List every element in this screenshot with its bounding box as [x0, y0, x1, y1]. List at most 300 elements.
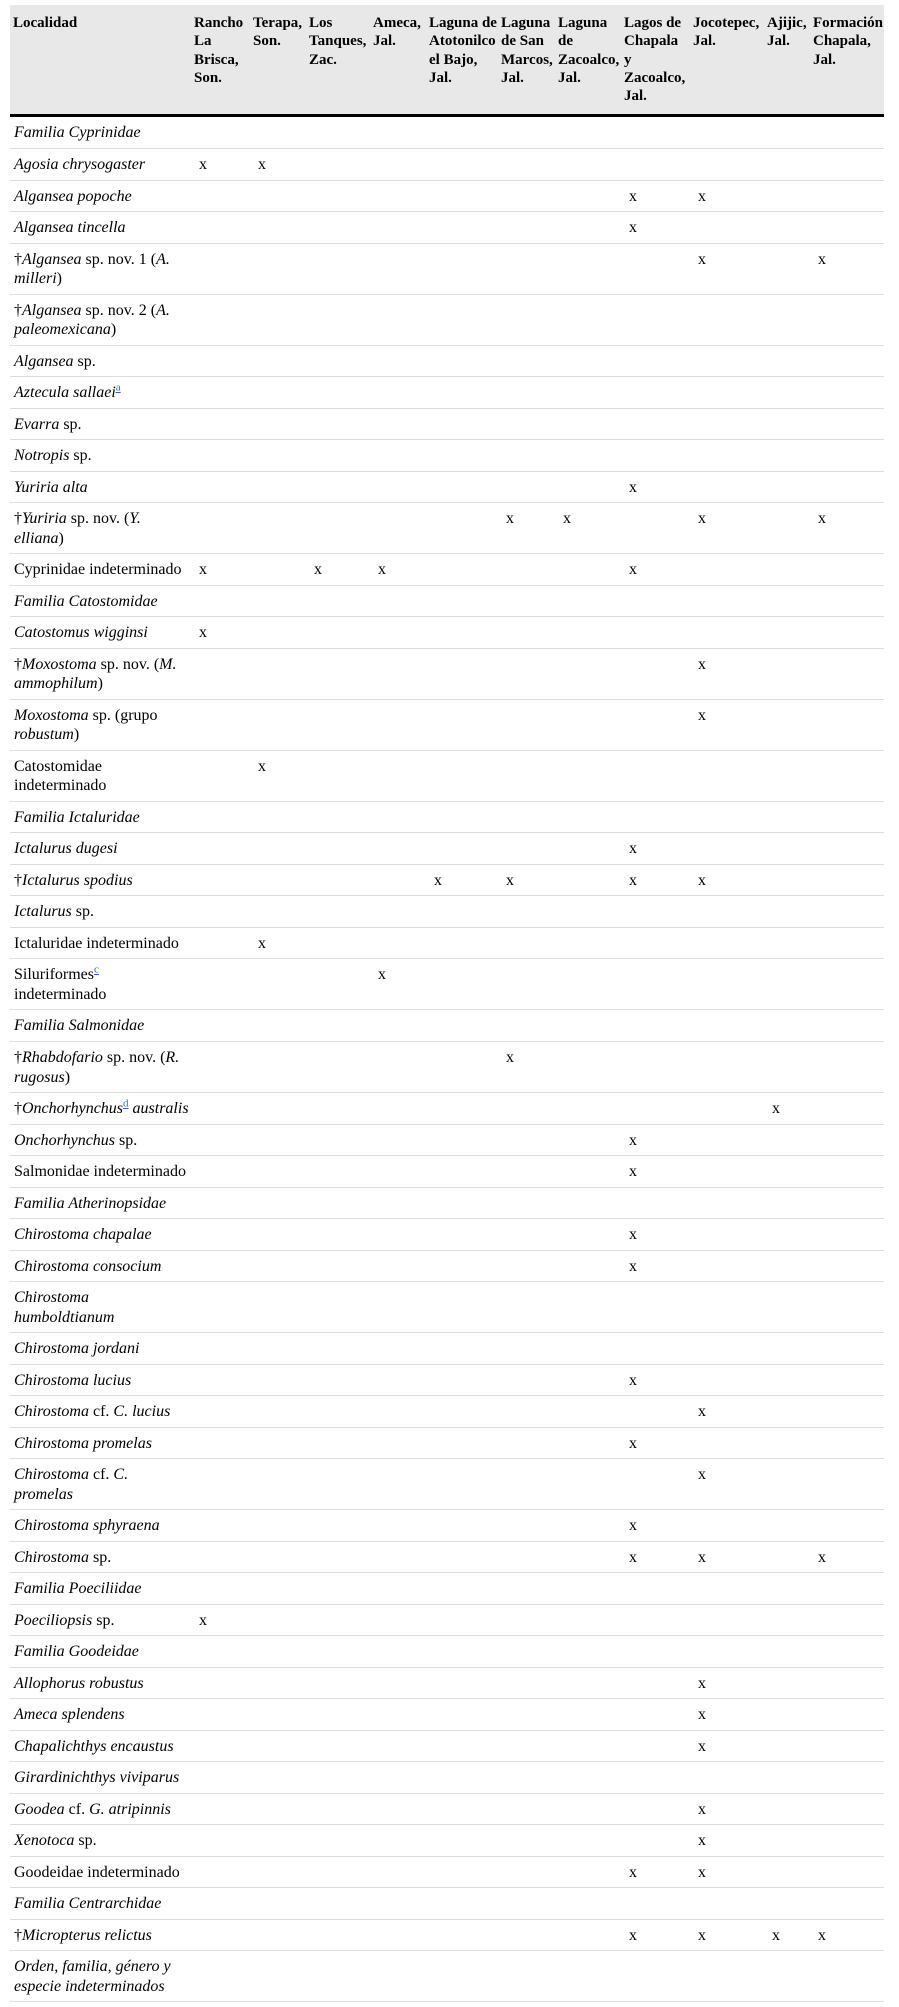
- presence-mark: [764, 1699, 810, 1731]
- presence-mark: [810, 554, 884, 586]
- presence-mark: [810, 149, 884, 181]
- presence-mark: x: [690, 1699, 764, 1731]
- presence-mark: [555, 833, 621, 865]
- table-row: [10, 471, 884, 503]
- presence-mark: [250, 1762, 306, 1794]
- column-header: Lagos de Chapala y Zacoalco, Jal.: [621, 5, 690, 116]
- presence-mark: [498, 471, 555, 503]
- taxon-name: Goodea cf. G. atripinnis: [10, 1793, 191, 1825]
- column-header: Laguna de Atotonilco el Bajo, Jal.: [426, 5, 498, 116]
- presence-mark: [426, 1250, 498, 1282]
- presence-mark: [370, 503, 426, 554]
- taxon-name: Familia Catostomidae: [10, 585, 191, 617]
- presence-mark: [690, 440, 764, 472]
- presence-mark: [621, 1636, 690, 1668]
- presence-mark: [370, 1573, 426, 1605]
- presence-mark: [764, 896, 810, 928]
- presence-mark: [306, 959, 370, 1010]
- presence-mark: [555, 1604, 621, 1636]
- presence-mark: [370, 212, 426, 244]
- presence-mark: [810, 648, 884, 699]
- presence-mark: [810, 699, 884, 750]
- column-header: Ameca, Jal.: [370, 5, 426, 116]
- presence-mark: [690, 1762, 764, 1794]
- presence-mark: [306, 1604, 370, 1636]
- presence-mark: [621, 408, 690, 440]
- presence-mark: [306, 1856, 370, 1888]
- presence-mark: x: [370, 959, 426, 1010]
- presence-mark: [555, 1730, 621, 1762]
- presence-mark: [621, 617, 690, 649]
- presence-mark: [690, 408, 764, 440]
- footnote-link[interactable]: d: [123, 1097, 129, 1110]
- presence-mark: [426, 617, 498, 649]
- presence-mark: [370, 149, 426, 181]
- presence-mark: x: [498, 864, 555, 896]
- presence-mark: [306, 801, 370, 833]
- taxon-name: Chirostoma lucius: [10, 1364, 191, 1396]
- presence-mark: x: [621, 864, 690, 896]
- presence-mark: [191, 212, 250, 244]
- table-row: [10, 1250, 884, 1282]
- presence-mark: [621, 585, 690, 617]
- presence-mark: [250, 212, 306, 244]
- presence-mark: [250, 1730, 306, 1762]
- presence-mark: [555, 1825, 621, 1857]
- presence-mark: x: [621, 1156, 690, 1188]
- presence-mark: [498, 243, 555, 294]
- presence-mark: [370, 345, 426, 377]
- presence-mark: [555, 1541, 621, 1573]
- presence-mark: [810, 959, 884, 1010]
- taxon-name: Chirostoma consocium: [10, 1250, 191, 1282]
- presence-mark: [690, 585, 764, 617]
- taxon-name: Ictalurus dugesi: [10, 833, 191, 865]
- presence-mark: [555, 1041, 621, 1092]
- taxon-name: Aztecula sallaei$^a$: [10, 377, 191, 409]
- presence-mark: [621, 927, 690, 959]
- table-row: [10, 243, 884, 294]
- taxon-name: Familia Cyprinidae: [10, 116, 191, 149]
- presence-mark: [764, 554, 810, 586]
- presence-mark: [498, 1250, 555, 1282]
- presence-mark: [370, 1919, 426, 1951]
- presence-mark: [191, 1010, 250, 1042]
- presence-mark: [555, 408, 621, 440]
- presence-mark: [426, 503, 498, 554]
- presence-mark: [426, 801, 498, 833]
- presence-mark: [191, 1762, 250, 1794]
- presence-mark: [498, 212, 555, 244]
- presence-mark: [555, 180, 621, 212]
- column-header: Los Tanques, Zac.: [306, 5, 370, 116]
- presence-mark: [426, 1951, 498, 2002]
- presence-mark: [621, 959, 690, 1010]
- taxon-name: Chirostoma chapalae: [10, 1219, 191, 1251]
- presence-mark: [498, 1427, 555, 1459]
- presence-mark: x: [690, 864, 764, 896]
- presence-mark: [764, 116, 810, 149]
- taxon-name: †Moxostoma sp. nov. (M. ammophilum): [10, 648, 191, 699]
- taxon-name: Familia Atherinopsidae: [10, 1187, 191, 1219]
- presence-mark: [690, 1093, 764, 1125]
- presence-mark: [306, 1427, 370, 1459]
- presence-mark: [426, 243, 498, 294]
- presence-mark: [555, 1459, 621, 1510]
- presence-mark: [306, 1364, 370, 1396]
- presence-mark: [306, 699, 370, 750]
- presence-mark: [250, 1156, 306, 1188]
- presence-mark: [250, 408, 306, 440]
- table-row: [10, 1041, 884, 1092]
- table-row: [10, 1573, 884, 1605]
- presence-mark: [810, 585, 884, 617]
- presence-mark: [690, 1636, 764, 1668]
- presence-mark: x: [690, 1919, 764, 1951]
- presence-mark: [764, 1282, 810, 1333]
- presence-mark: [690, 149, 764, 181]
- presence-mark: [555, 377, 621, 409]
- presence-mark: [498, 1573, 555, 1605]
- footnote-link[interactable]: c: [94, 964, 99, 977]
- presence-mark: [370, 648, 426, 699]
- presence-mark: [498, 648, 555, 699]
- presence-mark: [764, 1951, 810, 2002]
- taxon-name: Chirostoma jordani: [10, 1333, 191, 1365]
- presence-mark: [370, 1124, 426, 1156]
- presence-mark: [498, 801, 555, 833]
- presence-mark: [690, 750, 764, 801]
- presence-mark: [191, 377, 250, 409]
- taxon-name: Yuriria alta: [10, 471, 191, 503]
- presence-mark: [250, 1333, 306, 1365]
- presence-mark: [764, 440, 810, 472]
- presence-mark: [555, 1636, 621, 1668]
- presence-mark: [426, 1793, 498, 1825]
- presence-mark: [370, 377, 426, 409]
- presence-mark: [426, 833, 498, 865]
- presence-mark: [498, 927, 555, 959]
- presence-mark: [426, 1093, 498, 1125]
- presence-mark: [690, 1573, 764, 1605]
- presence-mark: x: [250, 149, 306, 181]
- taxon-name: Poeciliopsis sp.: [10, 1604, 191, 1636]
- presence-mark: [810, 1093, 884, 1125]
- presence-mark: [370, 1510, 426, 1542]
- taxon-name: Chirostoma cf. C. lucius: [10, 1396, 191, 1428]
- column-header: Jocotepec, Jal.: [690, 5, 764, 116]
- presence-mark: [306, 212, 370, 244]
- presence-mark: [426, 1156, 498, 1188]
- taxon-name: †Yuriria sp. nov. (Y. elliana): [10, 503, 191, 554]
- presence-mark: [810, 1510, 884, 1542]
- taxon-name: Ameca splendens: [10, 1699, 191, 1731]
- presence-mark: [370, 1427, 426, 1459]
- presence-mark: [191, 1156, 250, 1188]
- table-row: [10, 1762, 884, 1794]
- presence-mark: [370, 1856, 426, 1888]
- presence-mark: [555, 959, 621, 1010]
- presence-mark: [810, 1156, 884, 1188]
- presence-mark: [621, 243, 690, 294]
- presence-mark: [621, 377, 690, 409]
- taxon-name: Cyprinidae indeterminado: [10, 554, 191, 586]
- presence-mark: [555, 585, 621, 617]
- presence-mark: x: [690, 1730, 764, 1762]
- presence-mark: x: [306, 554, 370, 586]
- presence-mark: [426, 440, 498, 472]
- table-row: [10, 927, 884, 959]
- table-row: [10, 1364, 884, 1396]
- presence-mark: [306, 1396, 370, 1428]
- presence-mark: [764, 801, 810, 833]
- table-row: [10, 1667, 884, 1699]
- presence-mark: [810, 440, 884, 472]
- presence-mark: [250, 503, 306, 554]
- presence-mark: [191, 1667, 250, 1699]
- presence-mark: [426, 345, 498, 377]
- presence-mark: [498, 1219, 555, 1251]
- presence-mark: [498, 1364, 555, 1396]
- presence-mark: [250, 1510, 306, 1542]
- footnote-link[interactable]: a: [115, 381, 121, 394]
- taxon-name: Evarra sp.: [10, 408, 191, 440]
- presence-mark: [690, 927, 764, 959]
- presence-mark: [498, 1888, 555, 1920]
- table-row: [10, 116, 884, 149]
- presence-mark: [191, 1825, 250, 1857]
- presence-mark: [250, 585, 306, 617]
- table-row: [10, 1282, 884, 1333]
- presence-mark: [764, 149, 810, 181]
- table-row: [10, 1825, 884, 1857]
- table-row: [10, 864, 884, 896]
- presence-mark: [426, 1699, 498, 1731]
- presence-mark: [498, 554, 555, 586]
- table-row: [10, 1699, 884, 1731]
- presence-mark: [810, 1856, 884, 1888]
- taxon-name: Chirostoma humboldtianum: [10, 1282, 191, 1333]
- presence-mark: [810, 1250, 884, 1282]
- presence-mark: [810, 1219, 884, 1251]
- presence-mark: [191, 1951, 250, 2002]
- presence-mark: [555, 750, 621, 801]
- taxon-name: Salmonidae indeterminado: [10, 1156, 191, 1188]
- taxon-name: Moxostoma sp. (grupo robustum): [10, 699, 191, 750]
- presence-mark: [250, 1459, 306, 1510]
- presence-mark: [555, 554, 621, 586]
- table-row: [10, 959, 884, 1010]
- presence-mark: [250, 243, 306, 294]
- taxon-name: Xenotoca sp.: [10, 1825, 191, 1857]
- presence-mark: [426, 1541, 498, 1573]
- presence-mark: [621, 1667, 690, 1699]
- presence-mark: x: [690, 1667, 764, 1699]
- presence-mark: [690, 896, 764, 928]
- presence-mark: [250, 1219, 306, 1251]
- table-row: [10, 1604, 884, 1636]
- presence-mark: [498, 294, 555, 345]
- presence-mark: [555, 1699, 621, 1731]
- table-row: [10, 1427, 884, 1459]
- presence-mark: [764, 1124, 810, 1156]
- presence-mark: [690, 116, 764, 149]
- presence-mark: [498, 1919, 555, 1951]
- presence-mark: [191, 896, 250, 928]
- presence-mark: [370, 927, 426, 959]
- presence-mark: [810, 1459, 884, 1510]
- presence-mark: [426, 212, 498, 244]
- presence-mark: [621, 896, 690, 928]
- presence-mark: x: [621, 471, 690, 503]
- presence-mark: [370, 1156, 426, 1188]
- presence-mark: [426, 1282, 498, 1333]
- presence-mark: [810, 1333, 884, 1365]
- presence-mark: x: [764, 1919, 810, 1951]
- taxon-name: Onchorhynchus sp.: [10, 1124, 191, 1156]
- presence-mark: [370, 617, 426, 649]
- presence-mark: [250, 1667, 306, 1699]
- presence-mark: x: [621, 1219, 690, 1251]
- presence-mark: [498, 1793, 555, 1825]
- presence-mark: [306, 1010, 370, 1042]
- table-row: [10, 1793, 884, 1825]
- presence-mark: [764, 1250, 810, 1282]
- presence-mark: [250, 1825, 306, 1857]
- presence-mark: [764, 345, 810, 377]
- presence-mark: [555, 1093, 621, 1125]
- presence-mark: [426, 1041, 498, 1092]
- presence-mark: x: [250, 927, 306, 959]
- presence-mark: [621, 1010, 690, 1042]
- taxon-name: Allophorus robustus: [10, 1667, 191, 1699]
- presence-mark: [690, 1364, 764, 1396]
- presence-mark: [306, 471, 370, 503]
- presence-mark: [250, 377, 306, 409]
- presence-mark: [690, 1333, 764, 1365]
- column-header: Terapa, Son.: [250, 5, 306, 116]
- presence-mark: [306, 1541, 370, 1573]
- presence-mark: [306, 1793, 370, 1825]
- taxon-name: †Onchorhynchus$^d$ australis: [10, 1093, 191, 1125]
- taxon-name: Catostomidae indeterminado: [10, 750, 191, 801]
- presence-mark: [810, 896, 884, 928]
- presence-mark: [370, 1396, 426, 1428]
- presence-mark: [555, 1667, 621, 1699]
- presence-mark: [621, 1762, 690, 1794]
- table-row: [10, 1010, 884, 1042]
- presence-mark: [191, 833, 250, 865]
- presence-mark: [764, 408, 810, 440]
- presence-mark: [764, 1041, 810, 1092]
- presence-mark: [621, 345, 690, 377]
- taxon-name: †Algansea sp. nov. 1 (A. milleri): [10, 243, 191, 294]
- presence-mark: [498, 408, 555, 440]
- header-row: [10, 5, 884, 116]
- presence-mark: [250, 801, 306, 833]
- presence-mark: [810, 212, 884, 244]
- presence-mark: [370, 585, 426, 617]
- taxon-name: Chirostoma sp.: [10, 1541, 191, 1573]
- presence-mark: [498, 1636, 555, 1668]
- presence-mark: [555, 1156, 621, 1188]
- presence-mark: [621, 1187, 690, 1219]
- presence-mark: [250, 896, 306, 928]
- presence-mark: [690, 1250, 764, 1282]
- presence-mark: [250, 471, 306, 503]
- presence-mark: [191, 180, 250, 212]
- presence-mark: [191, 1573, 250, 1605]
- presence-mark: [250, 116, 306, 149]
- presence-mark: [555, 1888, 621, 1920]
- presence-mark: [498, 440, 555, 472]
- presence-mark: [426, 927, 498, 959]
- presence-mark: [191, 1459, 250, 1510]
- presence-mark: x: [498, 1041, 555, 1092]
- presence-mark: [498, 1510, 555, 1542]
- presence-mark: [370, 1333, 426, 1365]
- column-header: Laguna de San Marcos, Jal.: [498, 5, 555, 116]
- presence-mark: x: [690, 1793, 764, 1825]
- presence-mark: x: [690, 1856, 764, 1888]
- presence-mark: [250, 440, 306, 472]
- presence-mark: [764, 1636, 810, 1668]
- presence-mark: [555, 1427, 621, 1459]
- presence-mark: [191, 408, 250, 440]
- presence-mark: [191, 1364, 250, 1396]
- presence-mark: [191, 1888, 250, 1920]
- presence-mark: [191, 864, 250, 896]
- presence-mark: [191, 503, 250, 554]
- presence-mark: [250, 699, 306, 750]
- presence-mark: [690, 471, 764, 503]
- presence-mark: [426, 1762, 498, 1794]
- presence-mark: [690, 617, 764, 649]
- column-header: Rancho La Brisca, Son.: [191, 5, 250, 116]
- presence-mark: [764, 1888, 810, 1920]
- presence-mark: [426, 1730, 498, 1762]
- presence-mark: [250, 1364, 306, 1396]
- presence-mark: x: [810, 503, 884, 554]
- presence-mark: [370, 1187, 426, 1219]
- presence-mark: [306, 1730, 370, 1762]
- taxon-name: Algansea sp.: [10, 345, 191, 377]
- presence-mark: [555, 1919, 621, 1951]
- presence-mark: [498, 1396, 555, 1428]
- presence-mark: [498, 585, 555, 617]
- presence-mark: [498, 1459, 555, 1510]
- presence-mark: [191, 1699, 250, 1731]
- presence-mark: [621, 648, 690, 699]
- presence-mark: [764, 377, 810, 409]
- presence-mark: [764, 750, 810, 801]
- presence-mark: [426, 180, 498, 212]
- taxon-name: Familia Poeciliidae: [10, 1573, 191, 1605]
- presence-mark: [370, 1364, 426, 1396]
- presence-mark: [498, 1093, 555, 1125]
- presence-mark: [764, 927, 810, 959]
- presence-mark: [426, 1396, 498, 1428]
- table-row: [10, 1541, 884, 1573]
- presence-mark: [191, 1636, 250, 1668]
- presence-mark: [370, 1699, 426, 1731]
- taxon-name: †Algansea sp. nov. 2 (A. paleomexicana): [10, 294, 191, 345]
- table-row: [10, 617, 884, 649]
- presence-mark: [555, 149, 621, 181]
- presence-mark: [370, 1825, 426, 1857]
- presence-mark: [498, 1762, 555, 1794]
- presence-mark: [555, 1793, 621, 1825]
